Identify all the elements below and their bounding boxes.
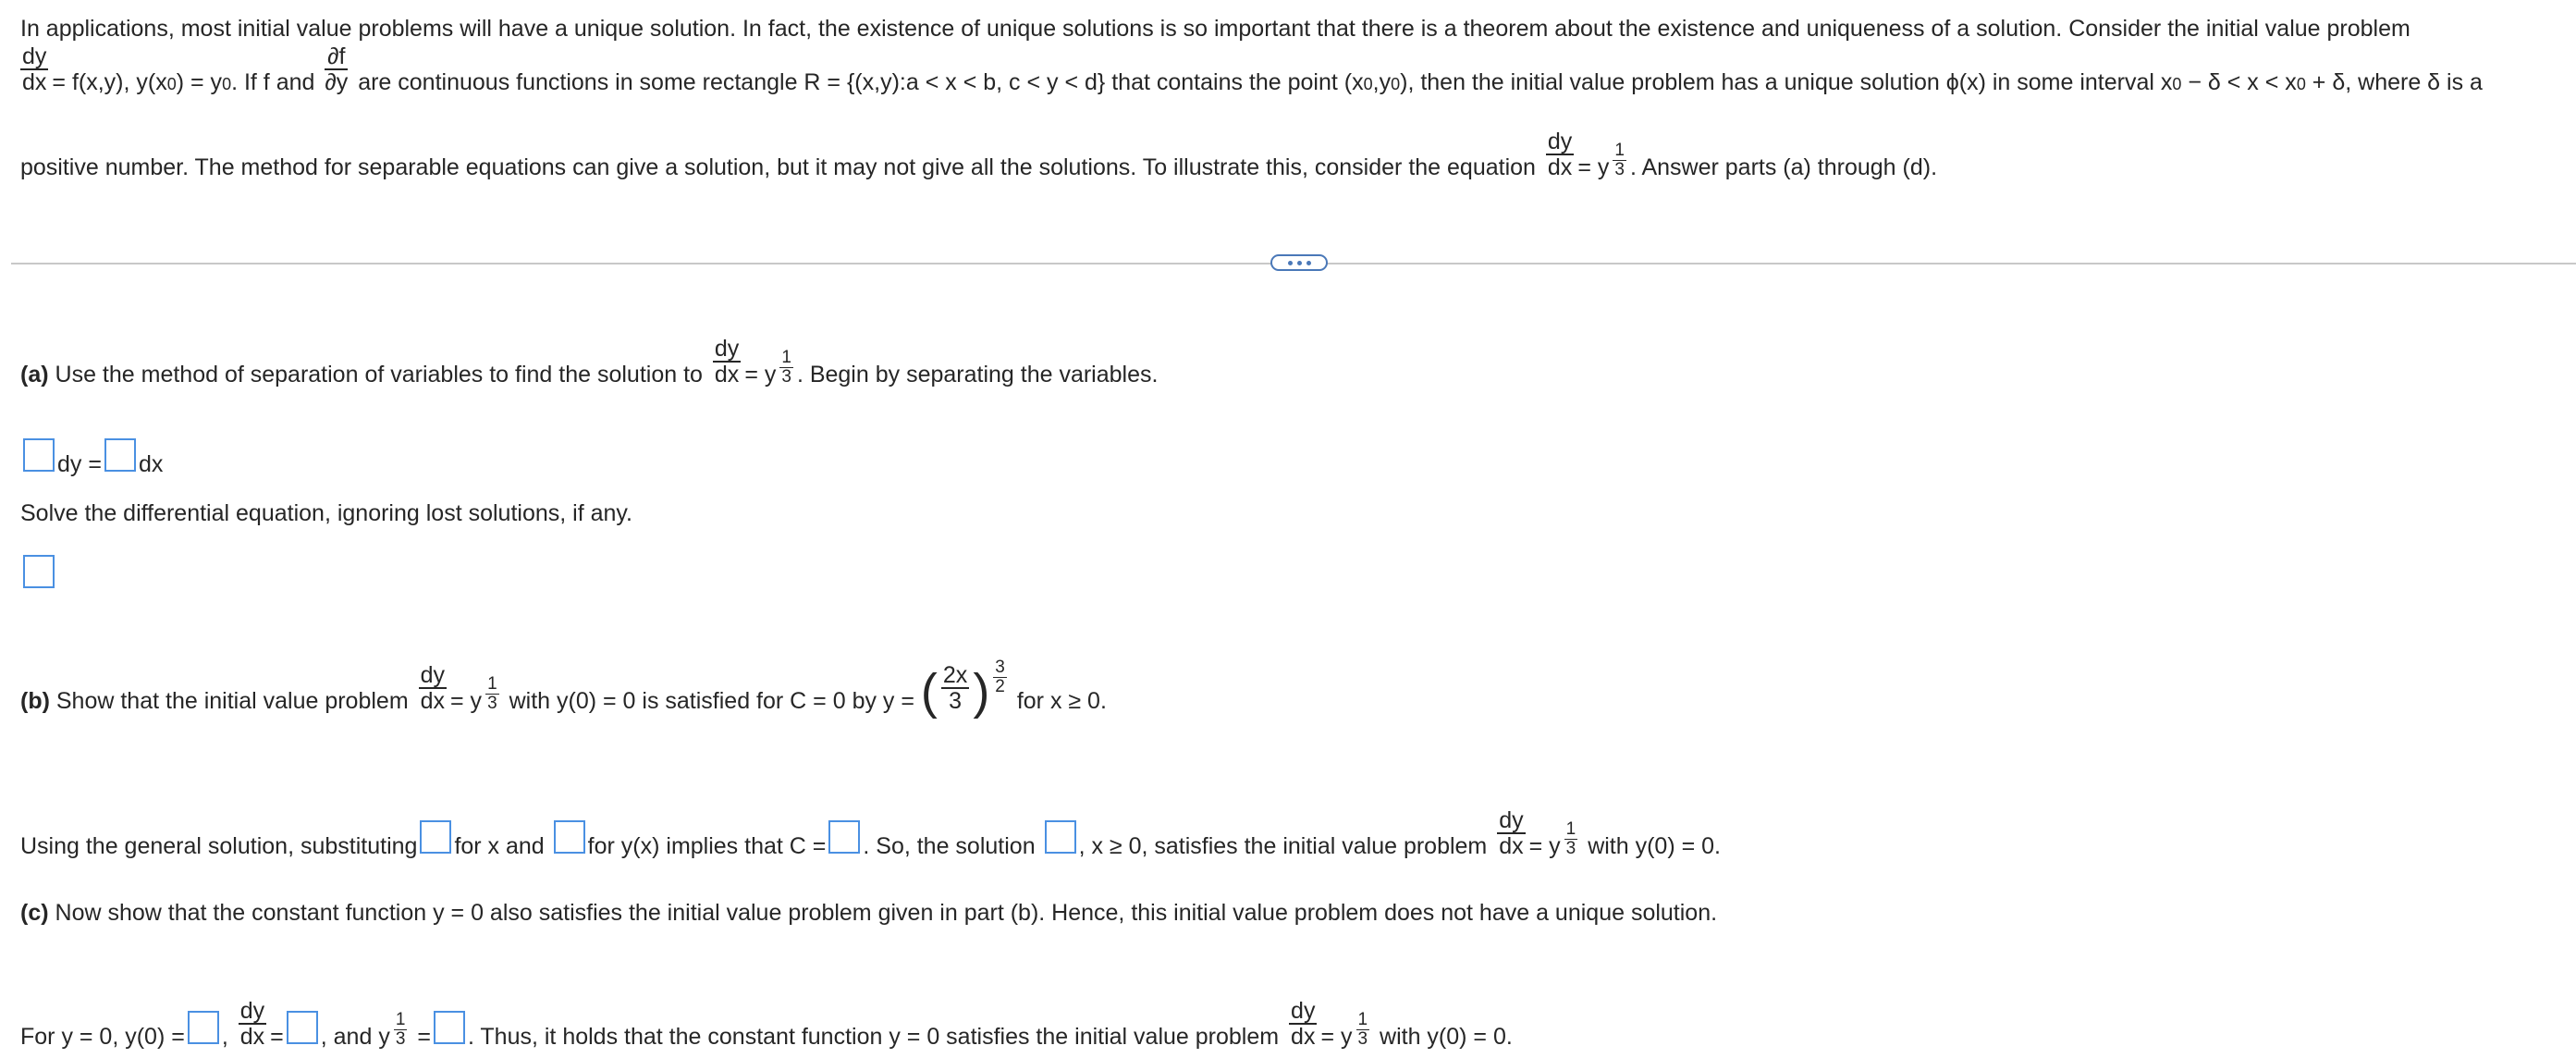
substitute-y-input[interactable] [554, 820, 585, 854]
part-a-solve-text: Solve the differential equation, ignoring lost solutions, if any. [20, 500, 632, 526]
y-cuberoot-value-input[interactable] [434, 1011, 465, 1044]
derivative-value-input[interactable] [287, 1011, 318, 1044]
dy-dx-fraction: $\frac{dy}{dx}$ [22, 43, 47, 95]
part-a-separation-row: dy = dx [20, 438, 163, 478]
intro-line-3: positive number. The method for separable equations can give a solution, but it may not give all the solutions. To illustrate this, consider the equation $\frac{dy}{dx}$ = y $\frac{1}{3}$ . Answer parts (a) through (d). [20, 129, 1938, 180]
separation-left-input[interactable] [23, 438, 55, 472]
c-value-input[interactable] [828, 820, 860, 854]
part-c-question: (c) Now show that the constant function y = 0 also satisfies the initial value problem given in part (b). Hence, this initial value problem does not have a unique solution. [20, 900, 1718, 926]
partial-f-partial-y: $\frac{\partial f}{\partial y}$ [325, 43, 349, 95]
dot-icon [1306, 261, 1311, 265]
part-b-substitution-row: Using the general solution, substituting for x and for y(x) implies that C = . So, the solution , x ≥ 0, satisfies the initial value problem $\frac{dy}{dx}$ = y $\frac{1}{3}$ with y(0) = 0. [20, 807, 1722, 859]
dot-icon [1297, 261, 1302, 265]
more-options-button[interactable] [1270, 254, 1328, 271]
intro-line-1 [20, 15, 2410, 43]
dot-icon [1288, 261, 1293, 265]
substitute-x-input[interactable] [420, 820, 451, 854]
separation-right-input[interactable] [104, 438, 136, 472]
intro-line-2: $\frac{dy}{dx}$ = f(x,y), y(x0) = y0. If f and $\frac{\partial f}{\partial y}$ are continuous functions in some rectangle R = {(x,y):a < x < b, c < y < d} that contains the point (x0,y0), then the initial value problem has a unique solution ϕ(x) in some interval x0 − δ < x < x0 + δ, where δ is a [22, 43, 2483, 95]
part-c-check-row: For y = 0, y(0) = , $\frac{dy}{dx}$ = , and y $\frac{1}{3}$ = . Thus, it holds that the constant function y = 0 satisfies the initial value problem $\frac{dy}{dx}$ = y $\frac{1}{3}$ with y(0) = 0. [20, 998, 1513, 1050]
part-b-question: (b) Show that the initial value problem $\frac{dy}{dx}$ = y $\frac{1}{3}$ with y(0) = 0 is satisfied for C = 0 by y = ( $\frac{2x}{3}$ ) $\frac{3}{2}$ for x ≥ 0. [20, 658, 1107, 720]
part-a-solution-row [20, 555, 57, 595]
general-solution-input[interactable] [23, 555, 55, 588]
y0-value-input[interactable] [188, 1011, 219, 1044]
solution-input[interactable] [1045, 820, 1076, 854]
part-a-question: (a) Use the method of separation of variables to find the solution to $\frac{dy}{dx}$ = y $\frac{1}{3}$ . Begin by separating the variables. [20, 336, 1159, 388]
intro-text: In applications, most initial value problems will have a unique solution. In fact, the existence of unique solutions is so important that there is a theorem about the existence and uniqueness of a solution. Consider the initial value problem [20, 16, 2410, 42]
